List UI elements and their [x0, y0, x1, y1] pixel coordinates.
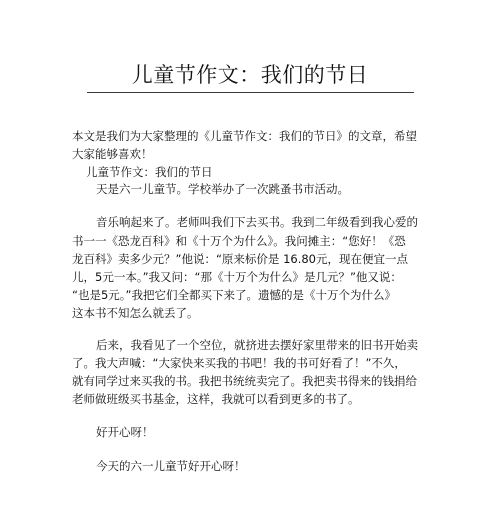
paragraph-3-line-4: 老师做班级买书基金，这样，我就可以看到更多的书了。: [72, 392, 360, 406]
paragraph-2-line-6: 这本书不知怎么就丢了。: [72, 306, 199, 320]
paragraph-3-line-1: 后来，我看见了一个空位，就挤进去摆好家里带来的旧书开始卖: [96, 338, 418, 352]
paragraph-5-line-1: 今天的六一儿童节好开心呀！: [96, 459, 246, 473]
title-divider: [87, 92, 414, 93]
intro-line-2: 大家能够喜欢！: [72, 147, 153, 161]
paragraph-3-line-2: 了。我大声喊：“大家快来买我的书吧！我的书可好看了！”不久，: [72, 356, 406, 370]
document-title: 儿童节作文：我们的节日: [131, 63, 369, 87]
intro-line-1: 本文是我们为大家整理的《儿童节作文：我们的节日》的文章，希望: [72, 129, 417, 143]
paragraph-2-line-5: “也是5元。”我把它们全都买下来了。遗憾的是《十万个为什么》: [72, 288, 396, 302]
paragraph-2-line-2: 书一一《恐龙百科》和《十万个为什么》。我问摊主：“您好！《恐: [72, 234, 406, 248]
paragraph-3-line-3: 就有同学过来买我的书。我把书统统卖完了。我把卖书得来的钱捐给: [72, 374, 417, 388]
paragraph-4-line-1: 好开心呀！: [96, 425, 154, 439]
article-subtitle: 儿童节作文：我们的节日: [86, 165, 213, 179]
paragraph-2-line-3: 龙百科》卖多少元？”他说：“原来标价是 16.80元，现在便宜一点: [72, 252, 408, 266]
paragraph-1-line-1: 天是六一儿童节。学校举办了一次跳蚤书市活动。: [96, 182, 349, 196]
paragraph-2-line-4: 儿，5元一本。”我又问：“那《十万个为什么》是几元？”他又说：: [72, 270, 402, 284]
paragraph-2-line-1: 音乐响起来了。老师叫我们下去买书。我到二年级看到我心爱的: [96, 215, 418, 229]
